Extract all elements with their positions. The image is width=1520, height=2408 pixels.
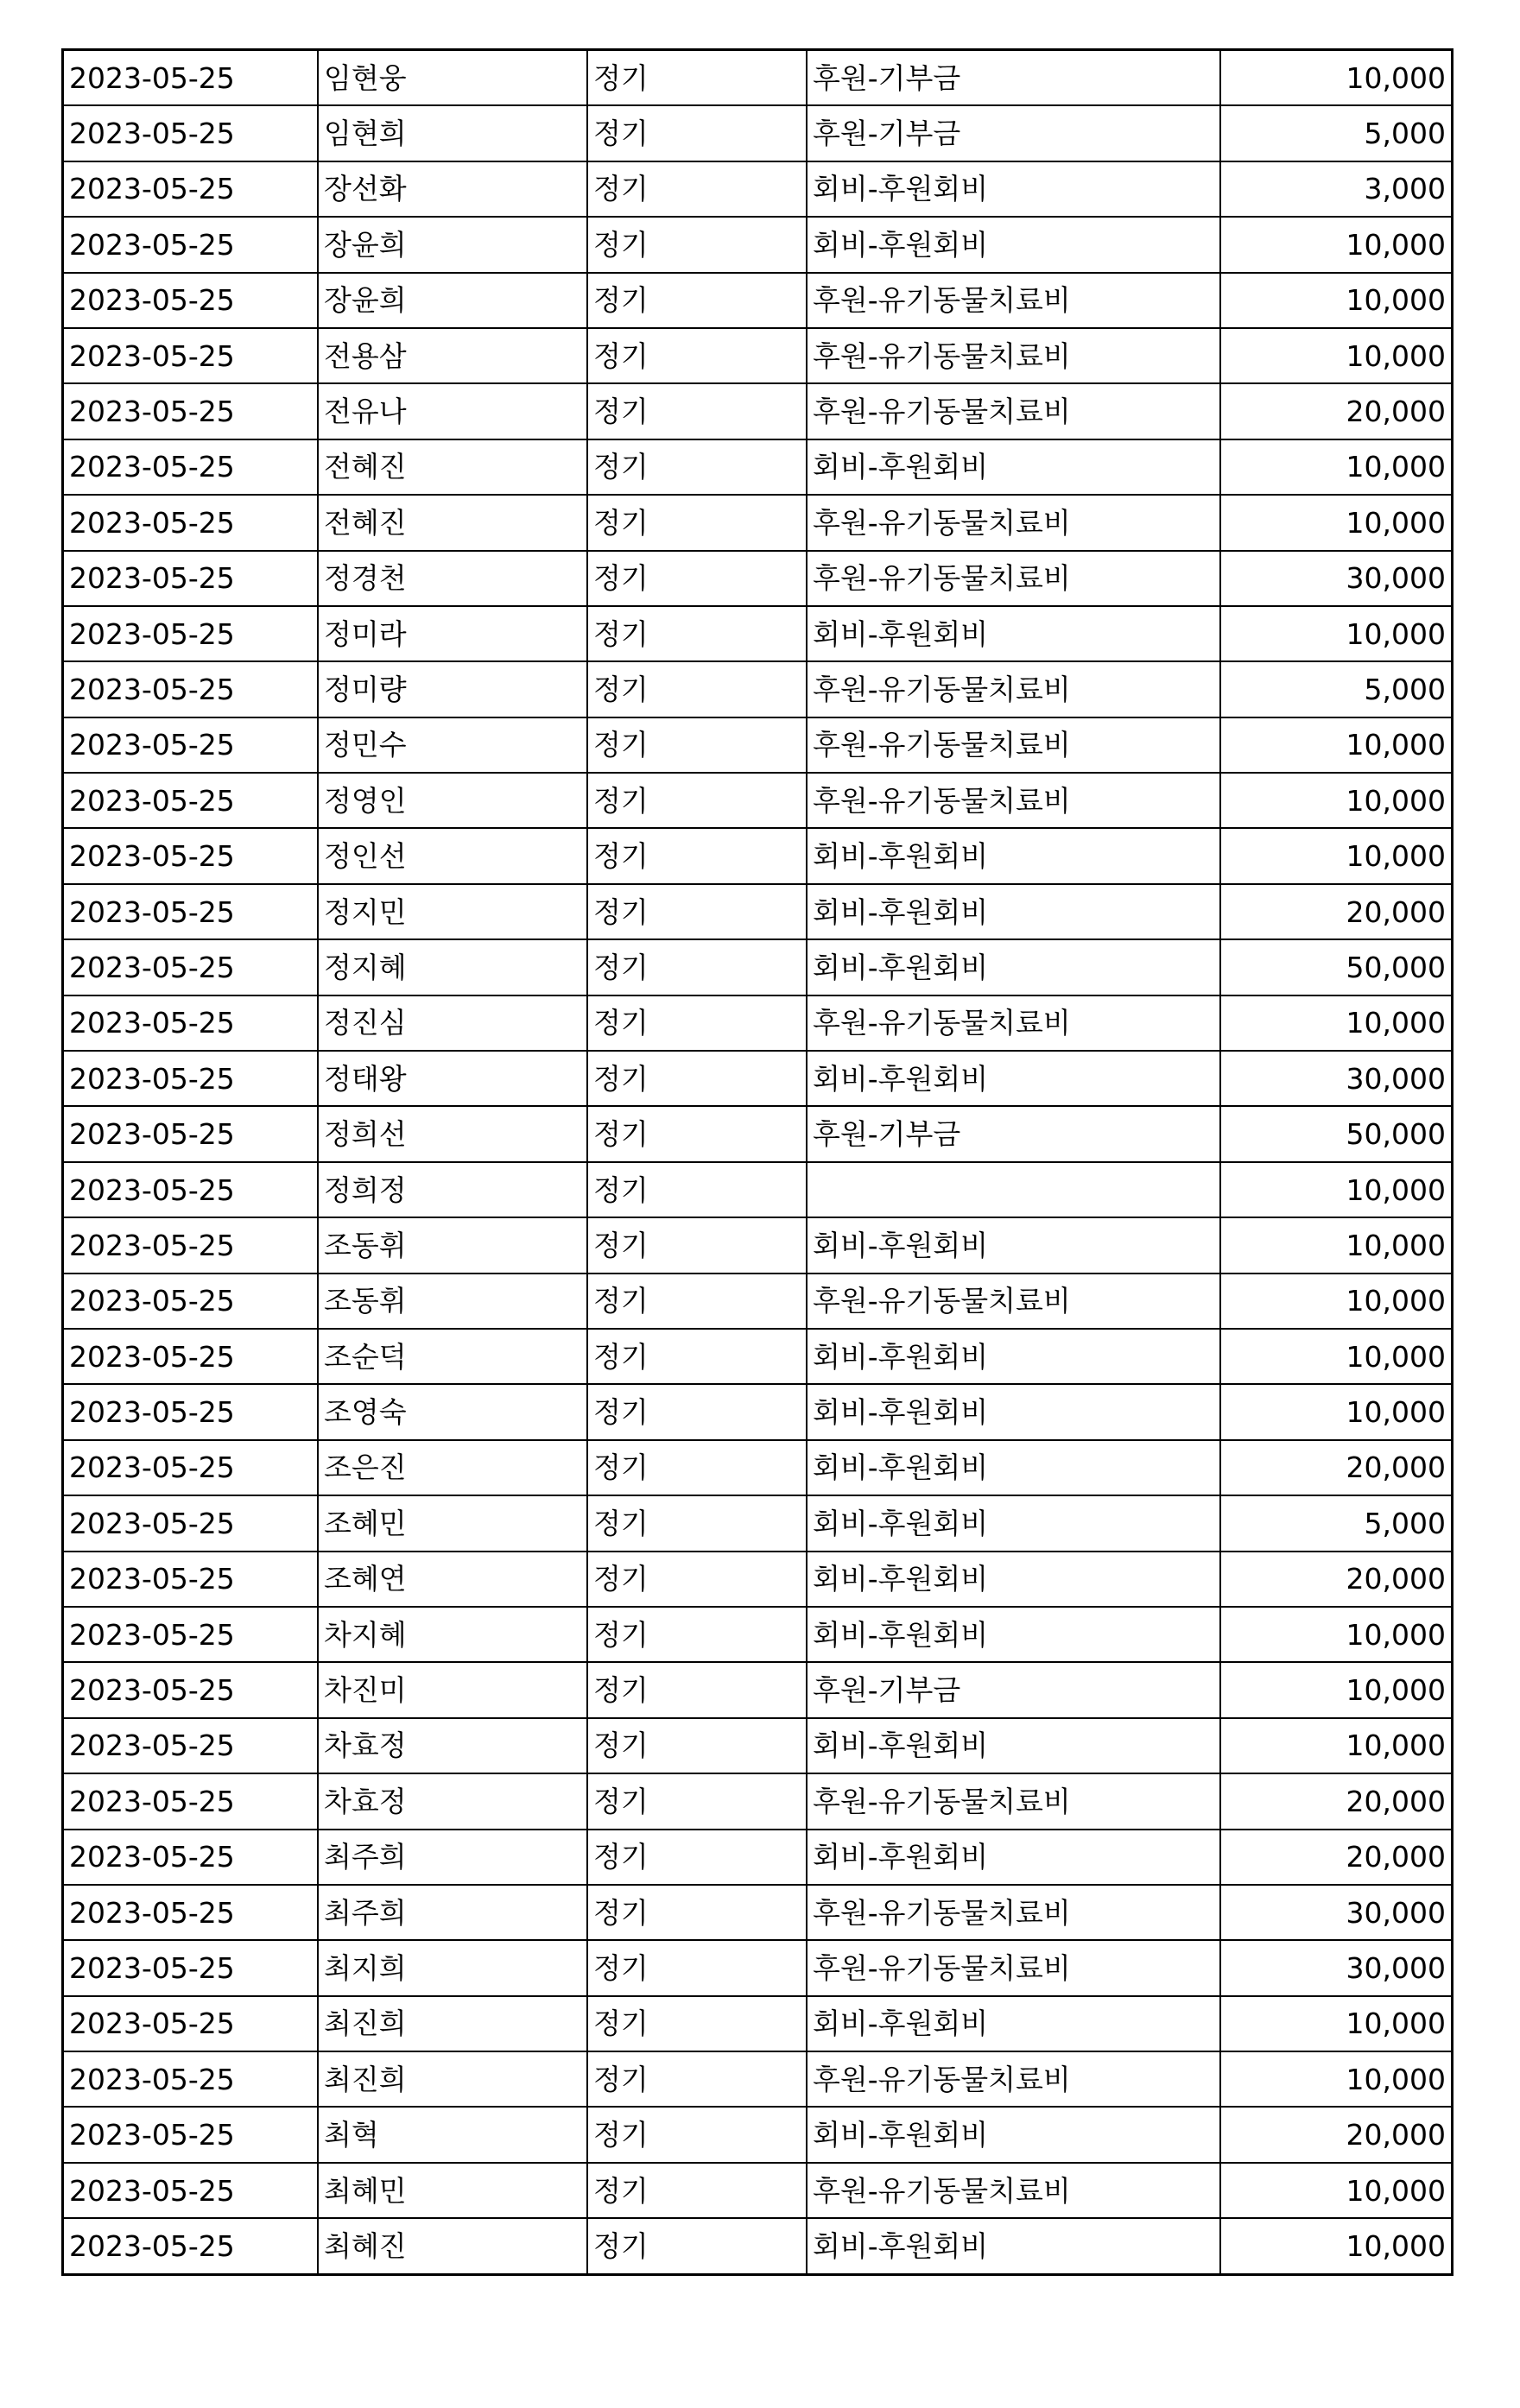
donor-name-cell: 정희정: [318, 1162, 587, 1217]
category-cell: 회비-후원회비: [807, 1329, 1220, 1384]
category-cell: 회비-후원회비: [807, 217, 1220, 272]
donor-name-cell: 조혜민: [318, 1495, 587, 1551]
table-row: [63, 1607, 1453, 1662]
table-row: [63, 1162, 1453, 1217]
table-row: [63, 439, 1453, 495]
payment-type-cell: 정기: [587, 495, 807, 550]
table-row: [63, 161, 1453, 217]
donor-name-cell: 최혜진: [318, 2218, 587, 2274]
amount-cell: 10,000: [1220, 273, 1453, 328]
payment-type-cell: 정기: [587, 1051, 807, 1106]
table-row: [63, 1384, 1453, 1439]
date-cell: 2023-05-25: [63, 383, 319, 439]
payment-type-cell: 정기: [587, 1718, 807, 1773]
payment-type-cell: 정기: [587, 2163, 807, 2218]
table-row: [63, 2107, 1453, 2162]
amount-cell: 20,000: [1220, 1773, 1453, 1829]
table-row: [63, 1940, 1453, 1995]
table-row: [63, 1217, 1453, 1273]
category-cell: 회비-후원회비: [807, 1384, 1220, 1439]
category-cell: 회비-후원회비: [807, 439, 1220, 495]
category-cell: 회비-후원회비: [807, 884, 1220, 939]
amount-cell: 20,000: [1220, 1552, 1453, 1607]
date-cell: 2023-05-25: [63, 217, 319, 272]
amount-cell: 3,000: [1220, 161, 1453, 217]
donor-name-cell: 조동휘: [318, 1217, 587, 1273]
amount-cell: 10,000: [1220, 995, 1453, 1051]
category-cell: 후원-유기동물치료비: [807, 1773, 1220, 1829]
table-row: [63, 1274, 1453, 1329]
date-cell: 2023-05-25: [63, 1607, 319, 1662]
date-cell: 2023-05-25: [63, 1552, 319, 1607]
amount-cell: 10,000: [1220, 1718, 1453, 1773]
payment-type-cell: 정기: [587, 2051, 807, 2107]
payment-type-cell: 정기: [587, 439, 807, 495]
date-cell: 2023-05-25: [63, 995, 319, 1051]
payment-type-cell: 정기: [587, 1552, 807, 1607]
donor-name-cell: 임현희: [318, 105, 587, 161]
amount-cell: 10,000: [1220, 2163, 1453, 2218]
donor-name-cell: 정영인: [318, 773, 587, 828]
amount-cell: 10,000: [1220, 1607, 1453, 1662]
donor-name-cell: 정미라: [318, 606, 587, 661]
donor-name-cell: 조은진: [318, 1440, 587, 1495]
date-cell: 2023-05-25: [63, 1718, 319, 1773]
payment-type-cell: 정기: [587, 828, 807, 883]
payment-type-cell: 정기: [587, 606, 807, 661]
date-cell: 2023-05-25: [63, 1662, 319, 1717]
table-row: [63, 1773, 1453, 1829]
amount-cell: 10,000: [1220, 1274, 1453, 1329]
category-cell: 회비-후원회비: [807, 1051, 1220, 1106]
table-row: [63, 1662, 1453, 1717]
amount-cell: 10,000: [1220, 1217, 1453, 1273]
table-row: [63, 939, 1453, 995]
date-cell: 2023-05-25: [63, 1940, 319, 1995]
category-cell: 회비-후원회비: [807, 1440, 1220, 1495]
amount-cell: 10,000: [1220, 2218, 1453, 2274]
amount-cell: 10,000: [1220, 2051, 1453, 2107]
date-cell: 2023-05-25: [63, 495, 319, 550]
category-cell: 회비-후원회비: [807, 1552, 1220, 1607]
amount-cell: 20,000: [1220, 1830, 1453, 1885]
amount-cell: 10,000: [1220, 217, 1453, 272]
donor-name-cell: 최지희: [318, 1940, 587, 1995]
amount-cell: 10,000: [1220, 1996, 1453, 2051]
category-cell: 회비-후원회비: [807, 1830, 1220, 1885]
payment-type-cell: 정기: [587, 1217, 807, 1273]
payment-type-cell: 정기: [587, 1940, 807, 1995]
payment-type-cell: 정기: [587, 161, 807, 217]
payment-type-cell: 정기: [587, 1274, 807, 1329]
payment-type-cell: 정기: [587, 105, 807, 161]
donor-name-cell: 차효정: [318, 1773, 587, 1829]
date-cell: 2023-05-25: [63, 328, 319, 383]
donor-name-cell: 전혜진: [318, 439, 587, 495]
table-row: [63, 1552, 1453, 1607]
payment-type-cell: 정기: [587, 551, 807, 606]
payment-type-cell: 정기: [587, 1162, 807, 1217]
donor-name-cell: 정민수: [318, 717, 587, 773]
category-cell: 후원-유기동물치료비: [807, 273, 1220, 328]
category-cell: 회비-후원회비: [807, 2218, 1220, 2274]
donor-name-cell: 정진심: [318, 995, 587, 1051]
date-cell: 2023-05-25: [63, 939, 319, 995]
table-row: [63, 606, 1453, 661]
donor-name-cell: 최주희: [318, 1885, 587, 1940]
date-cell: 2023-05-25: [63, 606, 319, 661]
donor-name-cell: 최진희: [318, 2051, 587, 2107]
date-cell: 2023-05-25: [63, 551, 319, 606]
amount-cell: 10,000: [1220, 717, 1453, 773]
table-row: [63, 773, 1453, 828]
category-cell: 후원-기부금: [807, 50, 1220, 106]
date-cell: 2023-05-25: [63, 717, 319, 773]
date-cell: 2023-05-25: [63, 1106, 319, 1161]
donor-name-cell: 조동휘: [318, 1274, 587, 1329]
table-row: [63, 884, 1453, 939]
payment-type-cell: 정기: [587, 939, 807, 995]
amount-cell: 30,000: [1220, 1940, 1453, 1995]
table-row: [63, 1329, 1453, 1384]
payment-type-cell: 정기: [587, 383, 807, 439]
category-cell: 회비-후원회비: [807, 1217, 1220, 1273]
table-row: [63, 1051, 1453, 1106]
table-row: [63, 995, 1453, 1051]
donor-name-cell: 장윤희: [318, 273, 587, 328]
payment-type-cell: 정기: [587, 328, 807, 383]
table-row: [63, 2218, 1453, 2274]
category-cell: 후원-기부금: [807, 1662, 1220, 1717]
category-cell: 후원-유기동물치료비: [807, 1274, 1220, 1329]
date-cell: 2023-05-25: [63, 1830, 319, 1885]
category-cell: 후원-유기동물치료비: [807, 1940, 1220, 1995]
category-cell: 회비-후원회비: [807, 606, 1220, 661]
ledger-body: [63, 50, 1453, 2275]
amount-cell: 10,000: [1220, 1662, 1453, 1717]
amount-cell: 10,000: [1220, 828, 1453, 883]
table-row: [63, 551, 1453, 606]
amount-cell: 30,000: [1220, 1051, 1453, 1106]
donor-name-cell: 장윤희: [318, 217, 587, 272]
donor-name-cell: 전용삼: [318, 328, 587, 383]
payment-type-cell: 정기: [587, 1662, 807, 1717]
payment-type-cell: 정기: [587, 773, 807, 828]
table-row: [63, 661, 1453, 717]
payment-type-cell: 정기: [587, 217, 807, 272]
payment-type-cell: 정기: [587, 1329, 807, 1384]
category-cell: 회비-후원회비: [807, 939, 1220, 995]
amount-cell: 10,000: [1220, 606, 1453, 661]
category-cell: 회비-후원회비: [807, 1495, 1220, 1551]
payment-type-cell: 정기: [587, 50, 807, 106]
date-cell: 2023-05-25: [63, 828, 319, 883]
table-row: [63, 1718, 1453, 1773]
amount-cell: 50,000: [1220, 1106, 1453, 1161]
table-row: [63, 2051, 1453, 2107]
amount-cell: 20,000: [1220, 884, 1453, 939]
payment-type-cell: 정기: [587, 1773, 807, 1829]
category-cell: 후원-유기동물치료비: [807, 661, 1220, 717]
date-cell: 2023-05-25: [63, 105, 319, 161]
amount-cell: 5,000: [1220, 1495, 1453, 1551]
donor-name-cell: 정태왕: [318, 1051, 587, 1106]
donor-name-cell: 최혜민: [318, 2163, 587, 2218]
donor-name-cell: 정희선: [318, 1106, 587, 1161]
donor-name-cell: 최혁: [318, 2107, 587, 2162]
table-row: [63, 2163, 1453, 2218]
donor-name-cell: 정지혜: [318, 939, 587, 995]
date-cell: 2023-05-25: [63, 1329, 319, 1384]
date-cell: 2023-05-25: [63, 2107, 319, 2162]
date-cell: 2023-05-25: [63, 884, 319, 939]
payment-type-cell: 정기: [587, 2218, 807, 2274]
table-row: [63, 328, 1453, 383]
amount-cell: 20,000: [1220, 1440, 1453, 1495]
category-cell: 후원-유기동물치료비: [807, 995, 1220, 1051]
payment-type-cell: 정기: [587, 1440, 807, 1495]
category-cell: 회비-후원회비: [807, 1718, 1220, 1773]
date-cell: 2023-05-25: [63, 161, 319, 217]
date-cell: 2023-05-25: [63, 1217, 319, 1273]
table-row: [63, 217, 1453, 272]
table-row: [63, 1885, 1453, 1940]
donor-name-cell: 조혜연: [318, 1552, 587, 1607]
category-cell: 후원-유기동물치료비: [807, 717, 1220, 773]
date-cell: 2023-05-25: [63, 1996, 319, 2051]
donor-name-cell: 정지민: [318, 884, 587, 939]
date-cell: 2023-05-25: [63, 1885, 319, 1940]
payment-type-cell: 정기: [587, 995, 807, 1051]
payment-type-cell: 정기: [587, 1384, 807, 1439]
donor-name-cell: 정인선: [318, 828, 587, 883]
donor-name-cell: 최진희: [318, 1996, 587, 2051]
amount-cell: 10,000: [1220, 50, 1453, 106]
donor-name-cell: 조순덕: [318, 1329, 587, 1384]
category-cell: 회비-후원회비: [807, 2107, 1220, 2162]
category-cell: 후원-유기동물치료비: [807, 328, 1220, 383]
donor-name-cell: 장선화: [318, 161, 587, 217]
category-cell: 후원-유기동물치료비: [807, 383, 1220, 439]
donor-name-cell: 전유나: [318, 383, 587, 439]
category-cell: 후원-유기동물치료비: [807, 551, 1220, 606]
amount-cell: 5,000: [1220, 105, 1453, 161]
category-cell: 후원-유기동물치료비: [807, 2163, 1220, 2218]
table-row: [63, 1106, 1453, 1161]
donation-ledger-table: [61, 48, 1454, 2276]
donor-name-cell: 전혜진: [318, 495, 587, 550]
payment-type-cell: 정기: [587, 1106, 807, 1161]
table-row: [63, 1996, 1453, 2051]
amount-cell: 5,000: [1220, 661, 1453, 717]
amount-cell: 10,000: [1220, 773, 1453, 828]
payment-type-cell: 정기: [587, 2107, 807, 2162]
date-cell: 2023-05-25: [63, 2163, 319, 2218]
category-cell: 후원-기부금: [807, 1106, 1220, 1161]
amount-cell: 50,000: [1220, 939, 1453, 995]
payment-type-cell: 정기: [587, 1607, 807, 1662]
date-cell: 2023-05-25: [63, 1440, 319, 1495]
payment-type-cell: 정기: [587, 661, 807, 717]
amount-cell: 10,000: [1220, 495, 1453, 550]
payment-type-cell: 정기: [587, 1495, 807, 1551]
category-cell: 후원-유기동물치료비: [807, 495, 1220, 550]
amount-cell: 20,000: [1220, 2107, 1453, 2162]
payment-type-cell: 정기: [587, 1885, 807, 1940]
payment-type-cell: 정기: [587, 273, 807, 328]
donor-name-cell: 조영숙: [318, 1384, 587, 1439]
table-row: [63, 1495, 1453, 1551]
date-cell: 2023-05-25: [63, 1773, 319, 1829]
date-cell: 2023-05-25: [63, 1384, 319, 1439]
amount-cell: 10,000: [1220, 328, 1453, 383]
table-row: [63, 495, 1453, 550]
category-cell: 후원-유기동물치료비: [807, 1885, 1220, 1940]
amount-cell: 10,000: [1220, 439, 1453, 495]
table-row: [63, 105, 1453, 161]
amount-cell: 20,000: [1220, 383, 1453, 439]
amount-cell: 10,000: [1220, 1384, 1453, 1439]
donor-name-cell: 차진미: [318, 1662, 587, 1717]
date-cell: 2023-05-25: [63, 50, 319, 106]
table-row: [63, 273, 1453, 328]
donor-name-cell: 최주희: [318, 1830, 587, 1885]
category-cell: 회비-후원회비: [807, 1607, 1220, 1662]
date-cell: 2023-05-25: [63, 661, 319, 717]
date-cell: 2023-05-25: [63, 439, 319, 495]
donor-name-cell: 정경천: [318, 551, 587, 606]
date-cell: 2023-05-25: [63, 1051, 319, 1106]
date-cell: 2023-05-25: [63, 1495, 319, 1551]
amount-cell: 10,000: [1220, 1162, 1453, 1217]
category-cell: 후원-기부금: [807, 105, 1220, 161]
table-row: [63, 1440, 1453, 1495]
donor-name-cell: 정미량: [318, 661, 587, 717]
table-row: [63, 50, 1453, 106]
payment-type-cell: 정기: [587, 1996, 807, 2051]
table-row: [63, 828, 1453, 883]
date-cell: 2023-05-25: [63, 2051, 319, 2107]
payment-type-cell: 정기: [587, 884, 807, 939]
donor-name-cell: 임현웅: [318, 50, 587, 106]
date-cell: 2023-05-25: [63, 273, 319, 328]
category-cell: 후원-유기동물치료비: [807, 773, 1220, 828]
donor-name-cell: 차지혜: [318, 1607, 587, 1662]
date-cell: 2023-05-25: [63, 1162, 319, 1217]
category-cell: [807, 1162, 1220, 1217]
amount-cell: 30,000: [1220, 1885, 1453, 1940]
date-cell: 2023-05-25: [63, 773, 319, 828]
payment-type-cell: 정기: [587, 717, 807, 773]
donor-name-cell: 차효정: [318, 1718, 587, 1773]
table-row: [63, 717, 1453, 773]
category-cell: 후원-유기동물치료비: [807, 2051, 1220, 2107]
amount-cell: 30,000: [1220, 551, 1453, 606]
category-cell: 회비-후원회비: [807, 828, 1220, 883]
table-row: [63, 383, 1453, 439]
payment-type-cell: 정기: [587, 1830, 807, 1885]
category-cell: 회비-후원회비: [807, 1996, 1220, 2051]
date-cell: 2023-05-25: [63, 2218, 319, 2274]
date-cell: 2023-05-25: [63, 1274, 319, 1329]
amount-cell: 10,000: [1220, 1329, 1453, 1384]
category-cell: 회비-후원회비: [807, 161, 1220, 217]
table-row: [63, 1830, 1453, 1885]
